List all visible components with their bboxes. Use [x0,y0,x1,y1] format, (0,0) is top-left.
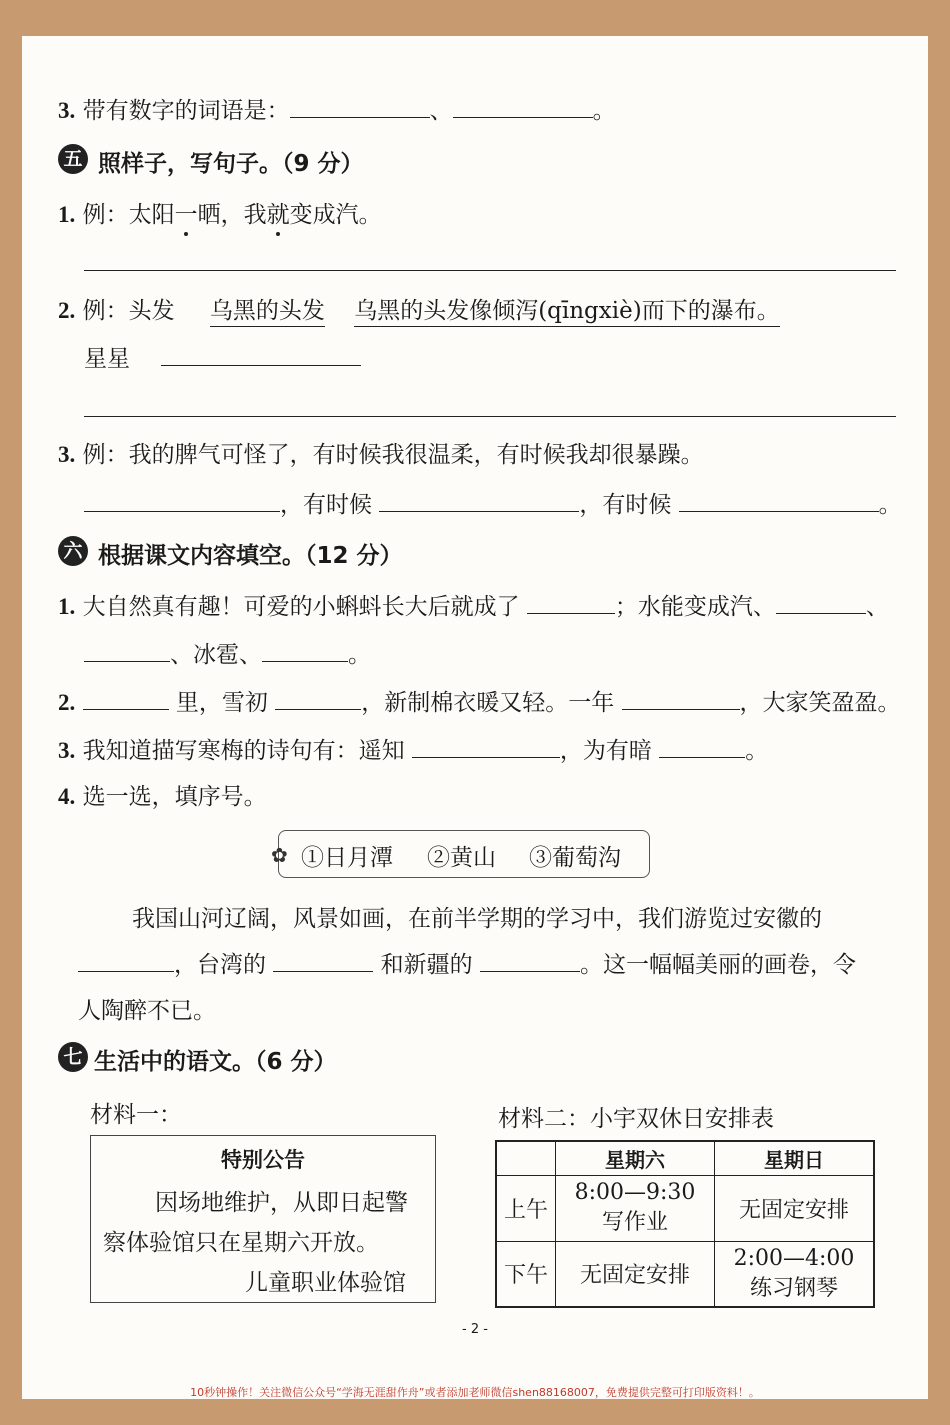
answer-blank[interactable] [262,643,348,662]
section-5-icon: 五 [58,144,88,174]
example-text: 变成汽。 [289,202,382,228]
sec5-q3-blanks [84,486,902,519]
table-corner [496,1141,556,1175]
answer-blank[interactable] [679,493,879,512]
fixed-text: ，有时候 [579,492,672,518]
answer-line[interactable] [84,270,896,271]
question-number: 2. [58,690,76,715]
fixed-text: ，大家笑盈盈。 [739,690,901,716]
worksheet-page [22,36,928,1399]
example-sentence: 乌黑的头发像倾泻(qīngxiè)而下的瀑布。 [354,298,780,327]
notice-line-1: 因场地维护，从即日起警 [155,1190,408,1216]
question-number: 1. [58,202,76,227]
notice-box [90,1135,436,1303]
option-3: ③葡萄沟 [529,845,621,871]
sec6-para-line3: 人陶醉不已。 [78,998,216,1024]
notice-title: 特别公告 [221,1148,305,1172]
answer-blank[interactable] [453,99,593,118]
dotted-char: 一 [174,202,198,228]
options-box [271,830,650,878]
question-number: 1. [58,594,76,619]
fixed-text: ，台湾的 [174,952,266,978]
target-word: 星星 [84,346,130,372]
answer-blank[interactable] [161,347,361,366]
cell-sun-afternoon [715,1241,875,1307]
schedule-table [495,1140,875,1308]
example-phrase: 乌黑的头发 [210,298,325,327]
header-sunday: 星期日 [715,1141,875,1175]
section-6-icon: 六 [58,536,88,566]
question-number: 3. [58,738,76,763]
example-label: 例：头发 [82,298,175,324]
page-number: - 2 - [462,1322,488,1337]
option-1: ①日月潭 [301,845,393,871]
sec5-q1 [58,196,382,229]
answer-blank[interactable] [78,953,174,972]
section-6-title: 根据课文内容填空。（12 分） [98,543,403,569]
answer-blank[interactable] [659,739,745,758]
cell-sun-morning: 无固定安排 [715,1175,875,1241]
section-7-title: 生活中的语文。（6 分） [94,1049,337,1075]
fixed-text: ；水能变成汽、 [614,594,776,620]
fixed-text: ，有时候 [280,492,372,518]
fixed-text: ，新制棉衣暖又轻。一年 [361,690,615,716]
separator: 、 [429,98,453,124]
question-3-numbers [58,92,616,125]
sec6-q1 [58,588,889,621]
section-5-title: 照样子，写句子。（9 分） [98,151,364,177]
fixed-text: 大自然真有趣！可爱的小蝌蚪长大后就成了 [82,594,520,620]
cell-sat-afternoon: 无固定安排 [556,1241,715,1307]
dotted-char: 就 [266,202,290,228]
sec5-q2 [58,292,780,325]
answer-blank[interactable] [776,595,866,614]
time-range: 8:00—9:30 [574,1180,696,1205]
answer-blank[interactable] [622,691,740,710]
fixed-text: 和新疆的 [380,952,473,978]
separator: 、 [865,594,889,620]
period: 。 [592,98,616,124]
example-text: 晒，我 [197,202,267,228]
section-7-icon: 七 [58,1042,88,1072]
answer-blank[interactable] [412,739,560,758]
sec6-q4 [58,778,267,811]
notice-signature: 儿童职业体验馆 [245,1270,406,1296]
question-number: 4. [58,784,76,809]
answer-blank[interactable] [273,953,373,972]
material-1-label: 材料一： [90,1102,182,1128]
answer-blank[interactable] [527,595,615,614]
option-2: ②黄山 [427,845,496,871]
sec6-q3 [58,732,768,765]
answer-blank[interactable] [379,493,579,512]
period: 。 [745,738,769,764]
question-number: 3. [58,442,76,467]
example-text: 例：太阳 [82,202,175,228]
answer-blank[interactable] [275,691,361,710]
sec5-q2-word [84,340,361,373]
answer-blank[interactable] [480,953,580,972]
answer-blank[interactable] [290,99,430,118]
answer-blank[interactable] [83,691,169,710]
notice-line-2: 察体验馆只在星期六开放。 [103,1230,379,1256]
question-number: 3. [58,98,76,123]
material-2-label: 材料二：小宇双休日安排表 [498,1106,774,1132]
sec6-q2 [58,684,901,717]
question-number: 2. [58,298,76,323]
fixed-text: 、冰雹、 [170,642,262,668]
footer-banner: 10秒钟操作！关注微信公众号“学海无涯甜作舟”或者添加老师微信shen88168007，免费提供完整可打印版资料！。 [190,1386,760,1399]
example-sentence: 例：我的脾气可怪了，有时候我很温柔，有时候我却很暴躁。 [82,442,704,468]
time-range: 2:00—4:00 [733,1245,855,1271]
fixed-text: 里，雪初 [175,690,268,716]
sec6-para-line2 [78,946,856,979]
activity: 写作业 [601,1210,668,1235]
sec6-q1-cont [84,636,371,669]
period: 。 [878,492,902,518]
period: 。 [348,642,371,668]
answer-line[interactable] [84,416,896,417]
question-text: 选一选，填序号。 [82,784,267,810]
question-text: 带有数字的词语是： [82,98,290,124]
fixed-text: ，为有暗 [559,738,652,764]
row-morning: 上午 [496,1175,556,1241]
flower-icon: ✿ [271,843,288,867]
sec5-q3 [58,436,704,469]
row-afternoon: 下午 [496,1241,556,1307]
answer-blank[interactable] [84,493,280,512]
fixed-text: 。这一幅幅美丽的画卷，令 [579,952,856,978]
fixed-text: 我知道描写寒梅的诗句有：遥知 [82,738,405,764]
sec6-para-line1: 我国山河辽阔，风景如画，在前半学期的学习中，我们游览过安徽的 [132,906,822,932]
header-saturday: 星期六 [556,1141,715,1175]
answer-blank[interactable] [84,643,170,662]
cell-sat-morning [556,1175,715,1241]
activity: 练习钢琴 [749,1275,838,1301]
